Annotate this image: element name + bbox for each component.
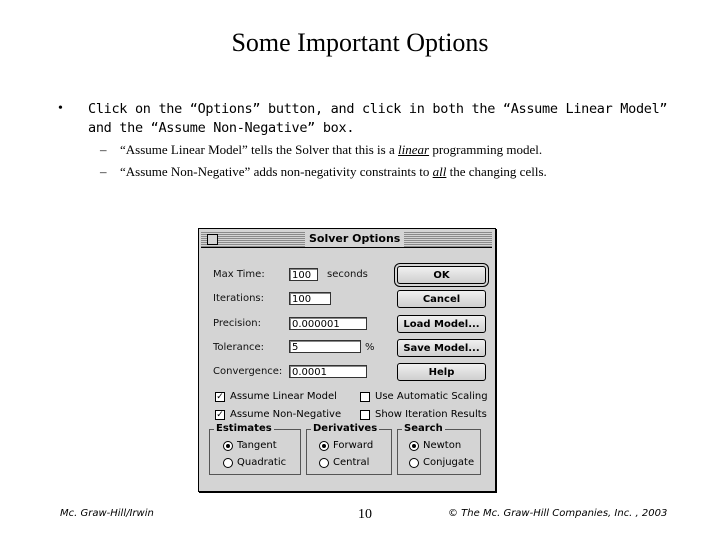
newton-radio[interactable] [409,441,419,451]
close-box-icon[interactable] [207,234,218,245]
save-model-button[interactable]: Save Model... [397,339,486,357]
estimates-title: Estimates [216,423,272,434]
central-label: Central [333,457,370,468]
convergence-label: Convergence: [213,366,283,377]
central-radio[interactable] [319,458,329,468]
tangent-label: Tangent [237,440,277,451]
derivatives-group [306,423,392,475]
load-model-button[interactable]: Load Model... [397,315,486,333]
assume-non-negative-label: Assume Non-Negative [230,409,342,420]
tolerance-label: Tolerance: [213,342,265,353]
tolerance-input[interactable]: 5 [289,340,361,353]
solver-options-dialog [198,228,496,492]
dialog-titlebar[interactable] [201,231,492,248]
convergence-input[interactable]: 0.0001 [289,365,367,378]
sub-bullet-text: “Assume Linear Model” tells the Solver that this is a linear programming model. [120,142,543,157]
show-iteration-results-checkbox[interactable] [360,410,370,420]
tolerance-unit: % [365,342,375,353]
quadratic-label: Quadratic [237,457,287,468]
newton-label: Newton [423,440,462,451]
iterations-label: Iterations: [213,293,264,304]
show-iteration-results-label: Show Iteration Results [375,409,487,420]
conjugate-radio[interactable] [409,458,419,468]
bullet-text: Click on the “Options” button, and click in both the “Assume Linear Model” and the “Assume Non-Negative” box. [88,101,668,136]
footer-copyright: © The Mc. Graw-Hill Companies, Inc. , 2003 [448,508,668,519]
page-number: 10 [358,507,372,522]
dash: – [100,142,107,157]
iterations-input[interactable]: 100 [289,292,331,305]
derivatives-title: Derivatives [313,423,378,434]
forward-radio[interactable] [319,441,329,451]
slide-title: Some Important Options [231,28,489,57]
search-title: Search [404,423,443,434]
max-time-unit: seconds [327,269,368,280]
max-time-label: Max Time: [213,269,265,280]
quadratic-radio[interactable] [223,458,233,468]
automatic-scaling-checkbox[interactable] [360,392,370,402]
dialog-title: Solver Options [305,231,404,247]
conjugate-label: Conjugate [423,457,475,468]
automatic-scaling-label: Use Automatic Scaling [375,391,488,402]
precision-input[interactable]: 0.000001 [289,317,367,330]
bullet-point: • [58,101,63,116]
tangent-radio[interactable] [223,441,233,451]
assume-linear-model-checkbox[interactable]: ✓ [216,392,224,402]
assume-non-negative-checkbox[interactable]: ✓ [216,410,224,420]
cancel-button[interactable]: Cancel [397,290,486,308]
search-group [397,423,481,475]
precision-label: Precision: [213,318,261,329]
sub-bullet-text: “Assume Non-Negative” adds non-negativity constraints to all the changing cells. [120,164,547,179]
estimates-group [209,423,301,475]
ok-button[interactable]: OK [397,266,486,284]
help-button[interactable]: Help [397,363,486,381]
footer-publisher: Mc. Graw-Hill/Irwin [60,508,154,519]
forward-label: Forward [333,440,374,451]
assume-linear-model-label: Assume Linear Model [230,391,337,402]
dash: – [100,164,107,179]
max-time-input[interactable]: 100 [289,268,318,281]
